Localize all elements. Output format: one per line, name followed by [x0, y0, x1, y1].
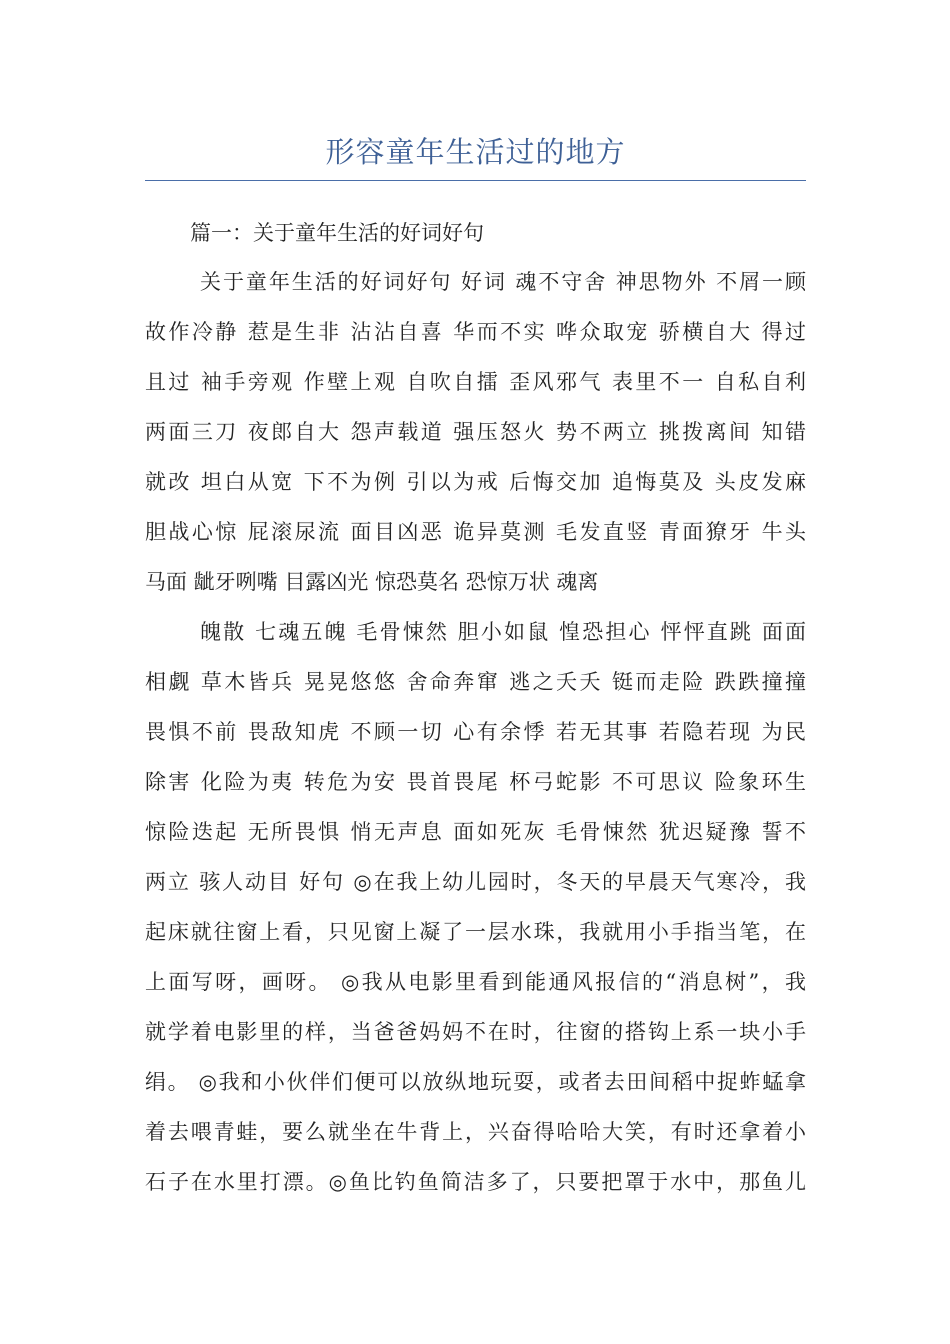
text-line: 马面 龇牙咧嘴 目露凶光 惊恐莫名 恐惊万状 魂离 — [145, 570, 599, 594]
text-line: 惊险迭起 无所畏惧 悄无声息 面如死灰 毛骨悚然 犹迟疑豫 誓不 — [145, 820, 806, 844]
text-line: 畏惧不前 畏敌知虎 不顾一切 心有余悸 若无其事 若隐若现 为民 — [145, 720, 806, 744]
body-text — [145, 264, 806, 1214]
text-line: 胆战心惊 屁滚尿流 面目凶恶 诡异莫测 毛发直竖 青面獠牙 牛头 — [145, 520, 806, 544]
text-line: 两立 骇人动目 好句 ◎在我上幼儿园时，冬天的早晨天气寒冷，我 — [145, 870, 806, 894]
text-line: 关于童年生活的好词好句 好词 魂不守舍 神思物外 不屑一顾 — [200, 270, 806, 294]
text-line: 石子在水里打漂。◎鱼比钓鱼简洁多了，只要把罩于水中，那鱼儿 — [145, 1170, 806, 1194]
text-line: 就学着电影里的样，当爸爸妈妈不在时，往窗的搭钩上系一块小手 — [145, 1020, 806, 1044]
text-line: 故作冷静 惹是生非 沾沾自喜 华而不实 哗众取宠 骄横自大 得过 — [145, 320, 806, 344]
section-heading: 篇一：关于童年生活的好词好句 — [190, 221, 484, 245]
document-title: 形容童年生活过的地方 — [325, 135, 626, 169]
text-line: 起床就往窗上看，只见窗上凝了一层水珠，我就用小手指当笔，在 — [145, 920, 806, 944]
text-line: 着去喂青蛙，要么就坐在牛背上，兴奋得哈哈大笑，有时还拿着小 — [145, 1120, 806, 1144]
text-line: 两面三刀 夜郎自大 怨声载道 强压怒火 势不两立 挑拨离间 知错 — [145, 420, 806, 444]
text-line: 魄散 七魂五魄 毛骨悚然 胆小如鼠 惶恐担心 怦怦直跳 面面 — [200, 620, 806, 644]
text-line: 就改 坦白从宽 下不为例 引以为戒 后悔交加 追悔莫及 头皮发麻 — [145, 470, 806, 494]
text-line: 绢。 ◎我和小伙伴们便可以放纵地玩耍，或者去田间稻中捉蚱蜢拿 — [145, 1070, 806, 1094]
text-line: 上面写呀，画呀。 ◎我从电影里看到能通风报信的“消息树”，我 — [145, 970, 806, 994]
text-line: 除害 化险为夷 转危为安 畏首畏尾 杯弓蛇影 不可思议 险象环生 — [145, 770, 806, 794]
text-line: 相觑 草木皆兵 晃晃悠悠 舍命奔窜 逃之夭夭 铤而走险 跌跌撞撞 — [145, 670, 806, 694]
title-divider — [145, 180, 806, 181]
text-line: 且过 袖手旁观 作壁上观 自吹自擂 歪风邪气 表里不一 自私自利 — [145, 370, 806, 394]
